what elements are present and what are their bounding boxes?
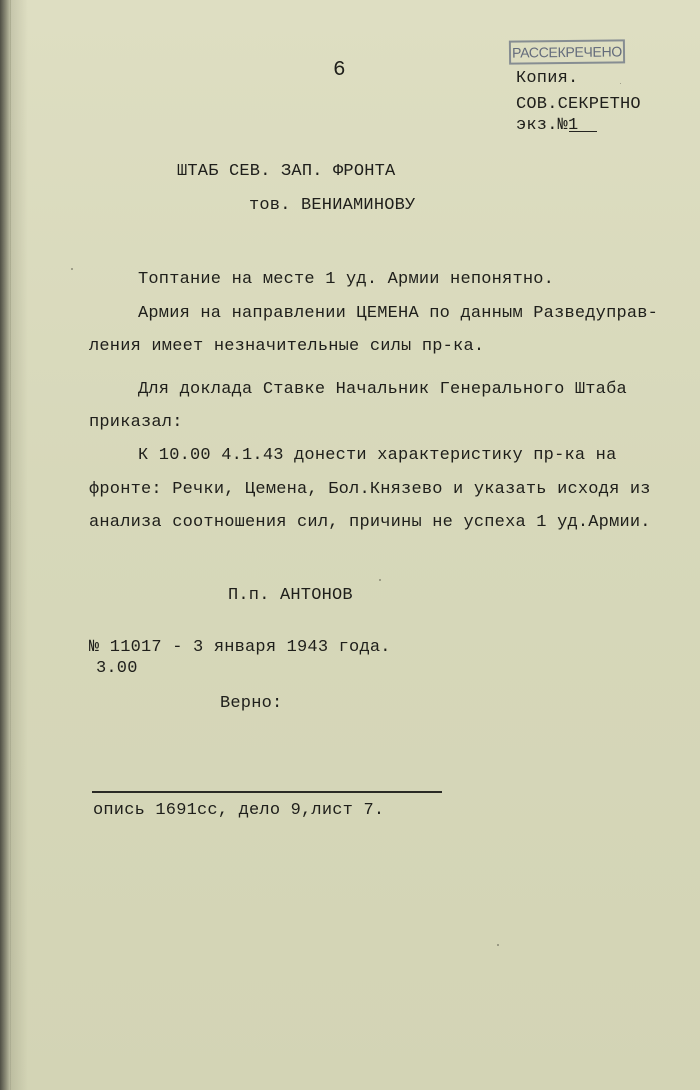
archive-reference: опись 1691сс, дело 9,лист 7.: [93, 801, 385, 820]
copy-number-underline: [569, 131, 597, 132]
order-time: 3.00: [96, 659, 138, 678]
body-line-7: фронте: Речки, Цемена, Бол.Князево и указать исходя из: [89, 480, 651, 499]
page-shadow: [10, 0, 28, 1090]
body-line-6: К 10.00 4.1.43 донести характеристику пр-ка на: [138, 446, 617, 465]
addressee-line-2: тов. ВЕНИАМИНОВУ: [249, 196, 416, 215]
paper-speck: [71, 268, 73, 270]
paper-speck: [497, 944, 499, 946]
verified-label: Верно:: [220, 694, 283, 713]
signature-line: П.п. АНТОНОВ: [228, 586, 353, 605]
body-line-3: ления имеет незначительные силы пр-ка.: [89, 337, 485, 356]
secrecy-label: СОВ.СЕКРЕТНО: [516, 95, 641, 114]
copy-number: экз.№1: [516, 116, 579, 135]
copy-label: Копия.: [516, 69, 579, 88]
page-number: 6: [333, 59, 346, 82]
addressee-line-1: ШТАБ СЕВ. ЗАП. ФРОНТА: [177, 162, 396, 181]
declassified-stamp: РАССЕКРЕЧЕНО: [509, 39, 625, 64]
paper-speck: [620, 83, 621, 84]
body-line-4: Для доклада Ставке Начальник Генерального Штаба: [138, 380, 627, 399]
body-line-8: анализа соотношения сил, причины не успеха 1 уд.Армии.: [89, 513, 651, 532]
order-number-date: № 11017 - 3 января 1943 года.: [89, 638, 391, 657]
body-line-1: Топтание на месте 1 уд. Армии непонятно.: [138, 270, 555, 289]
archive-separator-line: [92, 791, 442, 793]
body-line-5: приказал:: [89, 413, 183, 432]
body-line-2: Армия на направлении ЦЕМЕНА по данным Разведуправ-: [138, 304, 659, 323]
paper-speck: [379, 579, 381, 581]
